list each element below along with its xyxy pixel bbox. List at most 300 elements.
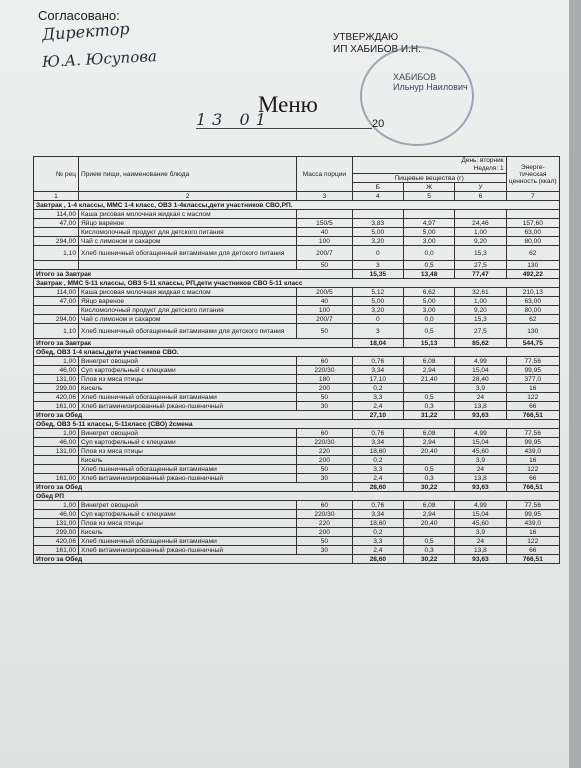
cell-mass: 50 (297, 324, 352, 339)
cell-carb: 45,60 (455, 519, 506, 528)
cell-carb: 4,99 (455, 429, 506, 438)
meal-section-row (34, 279, 560, 288)
cell-protein: 3,83 (352, 219, 403, 228)
table-row (34, 537, 560, 546)
cell-energy: 766,51 (506, 411, 559, 420)
cell-mass: 40 (297, 297, 352, 306)
col-num: 7 (506, 192, 559, 201)
cell-protein: 18,60 (352, 447, 403, 456)
cell-energy: 77,56 (506, 429, 559, 438)
cell-carb: 4,99 (455, 357, 506, 366)
table-row (34, 402, 560, 411)
cell-code: 114,00 (34, 288, 79, 297)
cell-protein: 3,3 (352, 465, 403, 474)
cell-protein: 5,00 (352, 228, 403, 237)
cell-protein: 0,76 (352, 429, 403, 438)
cell-protein: 3 (352, 324, 403, 339)
cell-mass: 220/30 (297, 438, 352, 447)
cell-code: 294,00 (34, 237, 79, 246)
cell-code (34, 228, 79, 237)
cell-mass: 220/30 (297, 366, 352, 375)
cell-code: 1,00 (34, 501, 79, 510)
cell-dish: Хлеб пшеничный обогащенный витаминами (79, 537, 297, 546)
cell-protein: 0,2 (352, 528, 403, 537)
table-row (34, 501, 560, 510)
cell-dish: Яйцо вареное (79, 219, 297, 228)
cell-energy: 99,95 (506, 510, 559, 519)
cell-fat: 6,08 (403, 429, 454, 438)
cell-fat: 0,3 (403, 546, 454, 555)
total-label: Итого за Обед (34, 483, 353, 492)
approve-label: УТВЕРЖДАЮ (333, 32, 399, 43)
cell-energy: 62 (506, 246, 559, 261)
cell-fat: 30,22 (403, 555, 454, 564)
cell-mass: 60 (297, 357, 352, 366)
meal-section-row (34, 420, 560, 429)
cell-energy: 439,0 (506, 519, 559, 528)
table-row (34, 297, 560, 306)
cell-mass: 30 (297, 474, 352, 483)
cell-fat (403, 456, 454, 465)
cell-energy: 439,0 (506, 447, 559, 456)
cell-carb: 24 (455, 393, 506, 402)
director-signature: Директор (41, 18, 131, 45)
cell-dish: Хлеб витаминизированный ржано-пшеничный (79, 474, 297, 483)
cell-protein: 2,4 (352, 474, 403, 483)
cell-energy: 99,95 (506, 438, 559, 447)
director-name-signature: Ю.А. Юсупова (41, 47, 158, 71)
cell-mass: 50 (297, 393, 352, 402)
cell-code: 299,00 (34, 384, 79, 393)
section-title: Завтрак , ММС 5-11 классы, ОВЗ 5-11 классы, РП,дети участников СВО 5-11 класс (34, 279, 560, 288)
col-num: 1 (34, 192, 79, 201)
cell-protein: 3,20 (352, 306, 403, 315)
col-num: 3 (297, 192, 352, 201)
cell-carb: 1,00 (455, 228, 506, 237)
cell-energy: 80,00 (506, 237, 559, 246)
cell-code: 420,06 (34, 537, 79, 546)
approved-label: Согласовано: (38, 8, 120, 23)
cell-dish: Плов из мяса птицы (79, 519, 297, 528)
cell-energy: 16 (506, 528, 559, 537)
cell-protein: 27,10 (352, 411, 403, 420)
cell-carb: 4,99 (455, 501, 506, 510)
cell-energy: 63,00 (506, 228, 559, 237)
cell-mass: 220/30 (297, 510, 352, 519)
total-row (34, 555, 560, 564)
cell-carb: 77,47 (455, 270, 506, 279)
cell-dish: Плов из мяса птицы (79, 447, 297, 456)
cell-energy: 66 (506, 402, 559, 411)
cell-dish: Хлеб витаминизированный ржано-пшеничный (79, 546, 297, 555)
cell-dish (79, 261, 297, 270)
stamp-text (393, 72, 468, 92)
col-num: 6 (455, 192, 506, 201)
cell-fat: 21,40 (403, 375, 454, 384)
cell-dish: Винегрет овощной (79, 357, 297, 366)
cell-fat: 2,94 (403, 366, 454, 375)
page-title: Меню (258, 92, 318, 117)
cell-dish: Кисломолочный продукт для детского питания (79, 306, 297, 315)
cell-carb (455, 210, 506, 219)
table-row (34, 429, 560, 438)
cell-carb: 85,62 (455, 339, 506, 348)
table-row (34, 366, 560, 375)
cell-fat: 20,40 (403, 519, 454, 528)
col-num: 4 (352, 192, 403, 201)
col-code-header: № рец (34, 157, 79, 192)
cell-fat: 20,40 (403, 447, 454, 456)
cell-dish: Каша рисовая молочная жидкая с маслом (79, 288, 297, 297)
cell-energy: 77,56 (506, 501, 559, 510)
cell-fat: 6,62 (403, 288, 454, 297)
table-row (34, 306, 560, 315)
cell-protein: 28,60 (352, 555, 403, 564)
section-title: Обед, ОВЗ 1-4 класы,дети участников СВО. (34, 348, 560, 357)
cell-mass: 200 (297, 384, 352, 393)
cell-carb: 3,9 (455, 456, 506, 465)
cell-protein: 5,12 (352, 288, 403, 297)
day-week-meta (352, 157, 506, 174)
cell-dish: Хлеб витаминизированный ржано-пшеничный (79, 402, 297, 411)
col-num: 5 (403, 192, 454, 201)
cell-code (34, 261, 79, 270)
cell-carb: 9,20 (455, 306, 506, 315)
cell-fat: 30,22 (403, 483, 454, 492)
cell-code (34, 456, 79, 465)
cell-energy: 77,56 (506, 357, 559, 366)
table-row (34, 465, 560, 474)
cell-dish: Хлеб пшеничный обогащенный витаминами (79, 465, 297, 474)
week-label: Неделя: 1 (473, 165, 504, 172)
cell-dish: Чай с лимоном и сахаром (79, 315, 297, 324)
cell-code: 294,00 (34, 315, 79, 324)
cell-mass: 220 (297, 519, 352, 528)
cell-protein: 3,3 (352, 537, 403, 546)
cell-protein: 0,2 (352, 456, 403, 465)
cell-carb: 3,9 (455, 384, 506, 393)
cell-energy (506, 210, 559, 219)
cell-protein: 18,60 (352, 519, 403, 528)
table-row (34, 246, 560, 261)
cell-protein: 0,76 (352, 501, 403, 510)
cell-dish: Суп картофельный с клецками (79, 438, 297, 447)
cell-dish: Суп картофельный с клецками (79, 510, 297, 519)
table-row (34, 510, 560, 519)
cell-energy: 122 (506, 537, 559, 546)
cell-protein: 0 (352, 246, 403, 261)
cell-code: 161,00 (34, 402, 79, 411)
cell-protein: 2,4 (352, 546, 403, 555)
cell-energy: 377,0 (506, 375, 559, 384)
col-nutrients-header: Пищевые вещества (г) (352, 174, 506, 183)
cell-fat: 0,3 (403, 474, 454, 483)
cell-mass: 40 (297, 228, 352, 237)
col-mass-header: Масса порции (297, 157, 352, 192)
cell-energy: 66 (506, 474, 559, 483)
cell-protein: 0 (352, 315, 403, 324)
cell-code: 1,10 (34, 324, 79, 339)
cell-fat: 3,00 (403, 306, 454, 315)
table-row (34, 528, 560, 537)
table-row (34, 237, 560, 246)
cell-dish: Хлеб пшеничный обогащенный витаминами (79, 393, 297, 402)
cell-dish: Каша рисовая молочная жидкая с маслом (79, 210, 297, 219)
cell-energy: 210,13 (506, 288, 559, 297)
cell-mass: 200 (297, 528, 352, 537)
round-stamp (360, 46, 474, 146)
cell-fat: 5,00 (403, 297, 454, 306)
cell-carb: 24 (455, 537, 506, 546)
cell-fat: 6,08 (403, 357, 454, 366)
menu-table (33, 156, 560, 564)
cell-code: 47,00 (34, 297, 79, 306)
cell-mass: 220 (297, 447, 352, 456)
col-carb-header: У (455, 183, 506, 192)
total-label: Итого за Завтрак (34, 339, 353, 348)
cell-energy: 157,60 (506, 219, 559, 228)
cell-fat: 2,94 (403, 438, 454, 447)
cell-energy: 766,51 (506, 483, 559, 492)
cell-protein: 3,34 (352, 438, 403, 447)
cell-mass: 100 (297, 306, 352, 315)
cell-energy: 492,22 (506, 270, 559, 279)
cell-fat: 0,3 (403, 402, 454, 411)
cell-protein: 3,20 (352, 237, 403, 246)
cell-fat: 5,00 (403, 228, 454, 237)
cell-mass: 200/7 (297, 315, 352, 324)
cell-carb: 93,63 (455, 483, 506, 492)
cell-protein: 3,34 (352, 510, 403, 519)
total-row (34, 483, 560, 492)
cell-fat: 6,08 (403, 501, 454, 510)
cell-dish: Хлеб пшеничный обогащенный витаминами для детского питания (79, 246, 297, 261)
cell-carb: 15,3 (455, 315, 506, 324)
cell-protein: 0,76 (352, 357, 403, 366)
cell-fat (403, 528, 454, 537)
cell-carb: 24,46 (455, 219, 506, 228)
cell-fat: 0,5 (403, 465, 454, 474)
cell-code: 1,00 (34, 429, 79, 438)
cell-carb: 45,60 (455, 447, 506, 456)
cell-code: 1,10 (34, 246, 79, 261)
total-row (34, 411, 560, 420)
cell-carb: 32,61 (455, 288, 506, 297)
cell-fat: 31,22 (403, 411, 454, 420)
table-row (34, 384, 560, 393)
cell-carb: 27,5 (455, 261, 506, 270)
table-row (34, 375, 560, 384)
total-label: Итого за Завтрак (34, 270, 353, 279)
cell-energy: 63,00 (506, 297, 559, 306)
cell-energy: 544,75 (506, 339, 559, 348)
cell-mass: 200/5 (297, 288, 352, 297)
handwritten-date: 13 01 (196, 110, 272, 129)
cell-dish: Чай с лимоном и сахаром (79, 237, 297, 246)
cell-fat: 0,0 (403, 315, 454, 324)
table-row (34, 456, 560, 465)
cell-mass: 180 (297, 375, 352, 384)
table-row (34, 261, 560, 270)
cell-mass: 150/5 (297, 219, 352, 228)
cell-fat: 3,00 (403, 237, 454, 246)
cell-code: 47,00 (34, 219, 79, 228)
cell-dish: Суп картофельный с клецками (79, 366, 297, 375)
cell-code: 299,00 (34, 528, 79, 537)
table-row (34, 474, 560, 483)
meal-section-row (34, 201, 560, 210)
cell-carb: 93,63 (455, 411, 506, 420)
date-underline (196, 128, 372, 129)
cell-carb: 15,3 (455, 246, 506, 261)
cell-code: 131,00 (34, 447, 79, 456)
cell-carb: 93,63 (455, 555, 506, 564)
cell-protein: 3,3 (352, 393, 403, 402)
total-row (34, 270, 560, 279)
cell-energy: 122 (506, 393, 559, 402)
cell-mass: 100 (297, 237, 352, 246)
table-row (34, 447, 560, 456)
table-row (34, 546, 560, 555)
cell-dish: Кисель (79, 528, 297, 537)
cell-mass: 50 (297, 465, 352, 474)
cell-mass: 60 (297, 501, 352, 510)
cell-mass: 50 (297, 261, 352, 270)
cell-carb: 15,04 (455, 366, 506, 375)
cell-protein: 15,35 (352, 270, 403, 279)
section-title: Обед, ОВЗ 5-11 классы, 5-11класс (СВО) 2смена (34, 420, 560, 429)
cell-fat (403, 210, 454, 219)
cell-energy: 62 (506, 315, 559, 324)
cell-mass: 50 (297, 537, 352, 546)
table-row (34, 438, 560, 447)
cell-mass: 200/7 (297, 246, 352, 261)
cell-dish: Кисломолочный продукт для детского питания (79, 228, 297, 237)
cell-mass: 200 (297, 456, 352, 465)
cell-code (34, 306, 79, 315)
cell-protein: 18,04 (352, 339, 403, 348)
cell-energy: 122 (506, 465, 559, 474)
section-title: Завтрак , 1-4 классы, ММС 1-4 класс, ОВЗ 1-4классы,дети участников СВО,РП. (34, 201, 560, 210)
cell-carb: 15,04 (455, 510, 506, 519)
cell-dish: Плов из мяса птицы (79, 375, 297, 384)
cell-energy: 99,95 (506, 366, 559, 375)
stamp-given: Ильнур Наилович (393, 82, 468, 92)
cell-dish: Хлеб пшеничный обогащенный витаминами для детского питания (79, 324, 297, 339)
cell-mass: 30 (297, 546, 352, 555)
cell-fat: 4,97 (403, 219, 454, 228)
cell-dish: Винегрет овощной (79, 501, 297, 510)
col-num: 2 (79, 192, 297, 201)
cell-code: 114,00 (34, 210, 79, 219)
cell-carb: 27,5 (455, 324, 506, 339)
cell-mass: 30 (297, 402, 352, 411)
table-row (34, 393, 560, 402)
cell-energy: 766,51 (506, 555, 559, 564)
col-name-header: Прием пищи, наименование блюда (79, 157, 297, 192)
cell-carb: 15,04 (455, 438, 506, 447)
menu-table-body (34, 201, 560, 564)
section-title: Обед РП (34, 492, 560, 501)
cell-code (34, 465, 79, 474)
meal-section-row (34, 348, 560, 357)
cell-fat: 0,5 (403, 324, 454, 339)
cell-protein: 17,10 (352, 375, 403, 384)
cell-energy: 66 (506, 546, 559, 555)
total-label: Итого за Обед (34, 555, 353, 564)
cell-carb: 24 (455, 465, 506, 474)
table-row (34, 228, 560, 237)
cell-carb: 9,20 (455, 237, 506, 246)
cell-energy: 130 (506, 261, 559, 270)
cell-fat: 15,13 (403, 339, 454, 348)
cell-fat: 0,5 (403, 393, 454, 402)
table-row (34, 324, 560, 339)
table-row (34, 288, 560, 297)
cell-fat: 0,5 (403, 537, 454, 546)
cell-protein: 5,00 (352, 297, 403, 306)
cell-code: 1,00 (34, 357, 79, 366)
cell-energy: 16 (506, 456, 559, 465)
cell-dish: Яйцо вареное (79, 297, 297, 306)
cell-code: 161,00 (34, 474, 79, 483)
cell-carb: 13,8 (455, 474, 506, 483)
cell-code: 46,00 (34, 510, 79, 519)
cell-protein: 28,60 (352, 483, 403, 492)
cell-protein: 2,4 (352, 402, 403, 411)
cell-carb: 13,8 (455, 546, 506, 555)
col-fat-header: Ж (403, 183, 454, 192)
cell-protein: 0,2 (352, 384, 403, 393)
cell-fat: 0,0 (403, 246, 454, 261)
cell-carb: 3,9 (455, 528, 506, 537)
cell-code: 420,06 (34, 393, 79, 402)
cell-energy: 130 (506, 324, 559, 339)
cell-fat: 2,94 (403, 510, 454, 519)
background-edge (569, 0, 581, 768)
total-label: Итого за Обед (34, 411, 353, 420)
cell-code: 46,00 (34, 438, 79, 447)
day-label: День: вторник (461, 157, 504, 164)
cell-protein (352, 210, 403, 219)
cell-mass (297, 210, 352, 219)
cell-fat: 13,48 (403, 270, 454, 279)
stamp-surname: ХАБИБОВ (393, 72, 437, 82)
cell-fat: 0,5 (403, 261, 454, 270)
cell-code: 131,00 (34, 519, 79, 528)
table-row (34, 357, 560, 366)
table-row (34, 315, 560, 324)
column-number-row (34, 192, 560, 201)
meal-section-row (34, 492, 560, 501)
cell-protein: 3 (352, 261, 403, 270)
cell-energy: 80,00 (506, 306, 559, 315)
cell-energy: 16 (506, 384, 559, 393)
approver-name: ИП ХАБИБОВ И.Н. (333, 44, 421, 55)
cell-code: 131,00 (34, 375, 79, 384)
table-row (34, 210, 560, 219)
cell-dish: Кисель (79, 456, 297, 465)
total-row (34, 339, 560, 348)
cell-dish: Кисель (79, 384, 297, 393)
table-row (34, 519, 560, 528)
col-energy-header: Энерге-тическая ценность (ккал) (506, 157, 559, 192)
table-row (34, 219, 560, 228)
cell-carb: 28,40 (455, 375, 506, 384)
cell-protein: 3,34 (352, 366, 403, 375)
cell-mass: 60 (297, 429, 352, 438)
date-year: 20 (372, 118, 385, 130)
